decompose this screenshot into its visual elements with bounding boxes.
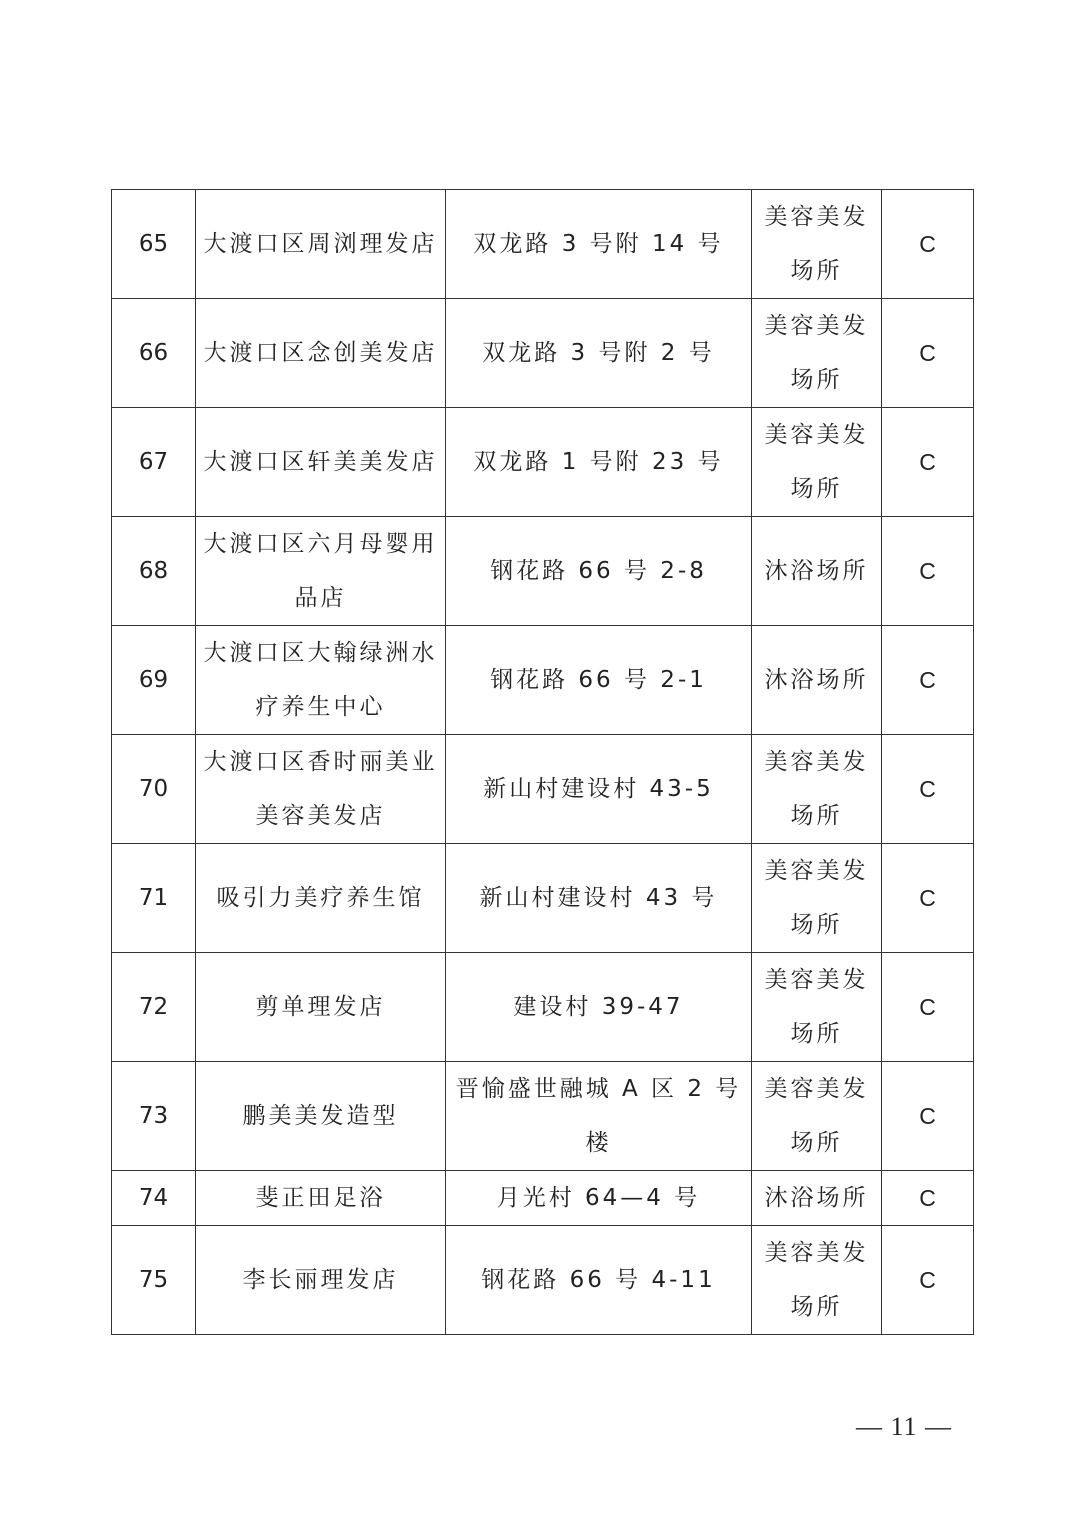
venue-address: 双龙路 1 号附 23 号 — [446, 408, 752, 517]
venue-category: 美容美发场所 — [752, 1062, 882, 1171]
venue-grade: C — [882, 626, 974, 735]
venue-grade: C — [882, 517, 974, 626]
venue-name: 李长丽理发店 — [196, 1226, 446, 1335]
row-number: 66 — [112, 299, 196, 408]
venue-category: 美容美发场所 — [752, 844, 882, 953]
venue-grade: C — [882, 1226, 974, 1335]
venue-grade: C — [882, 953, 974, 1062]
venue-address: 建设村 39-47 — [446, 953, 752, 1062]
venue-grade: C — [882, 1171, 974, 1226]
venue-name: 大渡口区周浏理发店 — [196, 190, 446, 299]
venue-category: 美容美发场所 — [752, 190, 882, 299]
venue-name: 大渡口区大翰绿洲水疗养生中心 — [196, 626, 446, 735]
venue-name: 吸引力美疗养生馆 — [196, 844, 446, 953]
venue-address: 钢花路 66 号 2-1 — [446, 626, 752, 735]
row-number: 69 — [112, 626, 196, 735]
venue-category: 美容美发场所 — [752, 953, 882, 1062]
venue-grade: C — [882, 190, 974, 299]
venue-category: 美容美发场所 — [752, 1226, 882, 1335]
venue-table — [111, 189, 974, 1335]
table-row — [112, 408, 974, 517]
table-row — [112, 1171, 974, 1226]
venue-category: 美容美发场所 — [752, 299, 882, 408]
venue-name: 大渡口区念创美发店 — [196, 299, 446, 408]
venue-grade: C — [882, 735, 974, 844]
venue-category: 沐浴场所 — [752, 1171, 882, 1226]
venue-name: 斐正田足浴 — [196, 1171, 446, 1226]
table-row — [112, 190, 974, 299]
table-row — [112, 844, 974, 953]
row-number: 72 — [112, 953, 196, 1062]
venue-category: 沐浴场所 — [752, 517, 882, 626]
table-row — [112, 1062, 974, 1171]
venue-grade: C — [882, 408, 974, 517]
row-number: 70 — [112, 735, 196, 844]
venue-name: 大渡口区轩美美发店 — [196, 408, 446, 517]
row-number: 74 — [112, 1171, 196, 1226]
venue-address: 钢花路 66 号 4-11 — [446, 1226, 752, 1335]
venue-category: 美容美发场所 — [752, 408, 882, 517]
row-number: 71 — [112, 844, 196, 953]
venue-address: 钢花路 66 号 2-8 — [446, 517, 752, 626]
venue-category: 美容美发场所 — [752, 735, 882, 844]
venue-address: 新山村建设村 43 号 — [446, 844, 752, 953]
table-row — [112, 517, 974, 626]
row-number: 75 — [112, 1226, 196, 1335]
table-row — [112, 735, 974, 844]
row-number: 67 — [112, 408, 196, 517]
venue-category: 沐浴场所 — [752, 626, 882, 735]
table-row — [112, 299, 974, 408]
venue-address: 双龙路 3 号附 14 号 — [446, 190, 752, 299]
venue-address: 新山村建设村 43-5 — [446, 735, 752, 844]
venue-grade: C — [882, 844, 974, 953]
row-number: 68 — [112, 517, 196, 626]
venue-name: 剪单理发店 — [196, 953, 446, 1062]
venue-name: 大渡口区六月母婴用品店 — [196, 517, 446, 626]
table-row — [112, 1226, 974, 1335]
table-row — [112, 626, 974, 735]
venue-address: 双龙路 3 号附 2 号 — [446, 299, 752, 408]
venue-name: 大渡口区香时丽美业美容美发店 — [196, 735, 446, 844]
venue-address: 月光村 64—4 号 — [446, 1171, 752, 1226]
venue-address: 晋愉盛世融城 A 区 2 号楼 — [446, 1062, 752, 1171]
row-number: 73 — [112, 1062, 196, 1171]
venue-grade: C — [882, 1062, 974, 1171]
page-number: — 11 — — [856, 1412, 953, 1441]
table-row — [112, 953, 974, 1062]
row-number: 65 — [112, 190, 196, 299]
venue-grade: C — [882, 299, 974, 408]
venue-name: 鹏美美发造型 — [196, 1062, 446, 1171]
